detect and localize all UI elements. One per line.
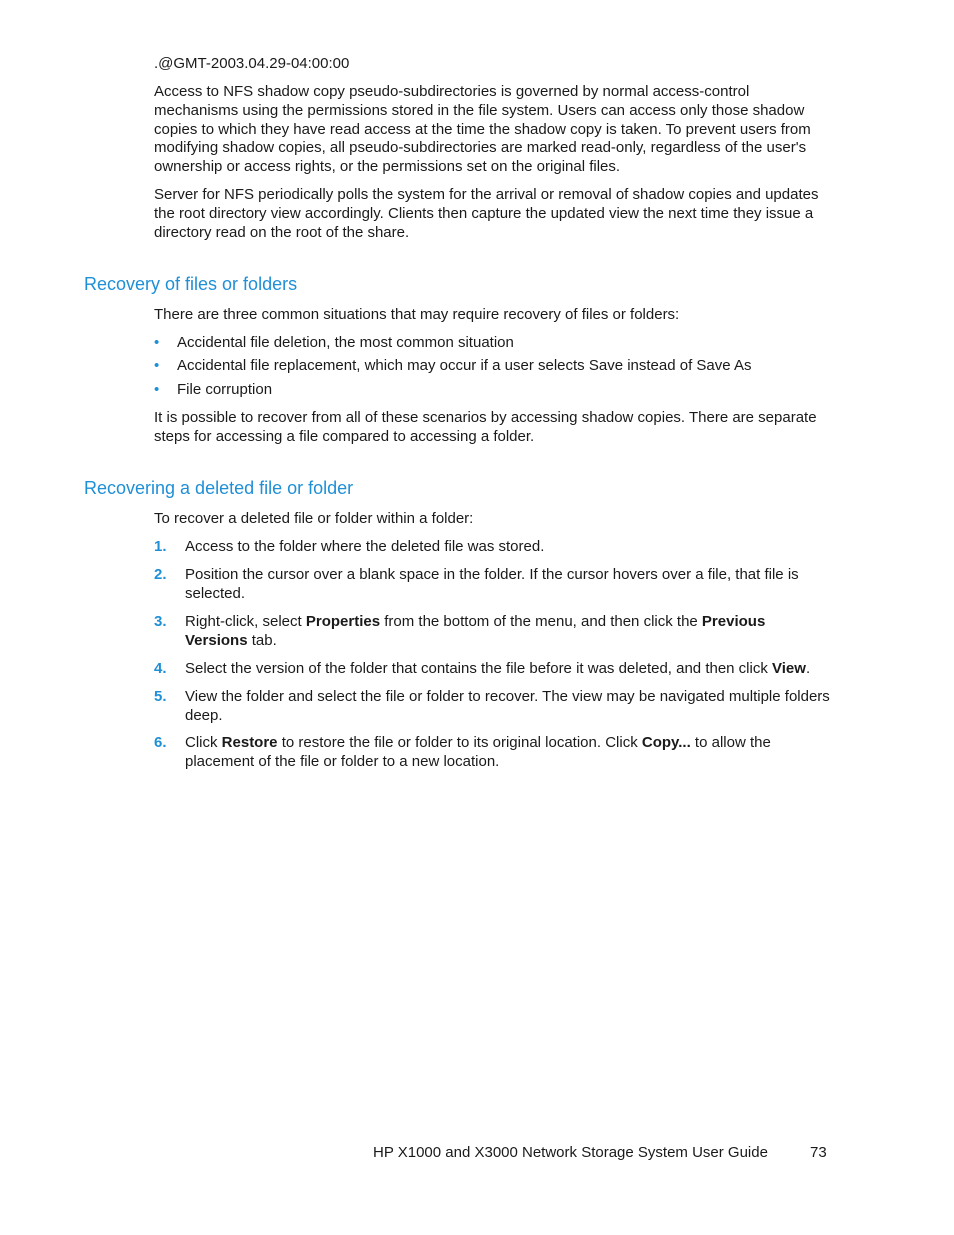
steps-intro: To recover a deleted file or folder within a folder: <box>154 510 474 527</box>
page-number: 73 <box>810 1144 827 1161</box>
step-text: Access to the folder where the deleted file was stored. <box>185 538 545 555</box>
ui-term-restore: Restore <box>221 734 278 751</box>
step-text: Click Restore to restore the file or folder to its original location. Click Copy... to allow the placement of the file or folder to a new location. <box>185 734 771 770</box>
footer-title: HP X1000 and X3000 Network Storage System User Guide <box>373 1144 768 1161</box>
bullet-icon: • <box>154 334 160 351</box>
section-heading-recovery: Recovery of files or folders <box>84 274 298 294</box>
nfs-polling-paragraph: Server for NFS periodically polls the system for the arrival or removal of shadow copies and updates the root directory view accordingly. Clients then capture the updated view the next time they issue a directory read on the root of the share. <box>154 186 819 241</box>
list-item-text: Accidental file replacement, which may occur if a user selects Save instead of Save As <box>177 357 752 374</box>
section-heading-recovering-deleted: Recovering a deleted file or folder <box>84 478 354 498</box>
ui-term-copy: Copy... <box>641 734 691 751</box>
bullet-icon: • <box>154 381 160 398</box>
ui-term-view: View <box>772 660 806 677</box>
ui-term-properties: Properties <box>305 613 381 630</box>
list-item-text: File corruption <box>177 381 273 398</box>
step-number: 4. <box>154 660 167 677</box>
step-number: 5. <box>154 688 167 705</box>
recovery-intro: There are three common situations that may require recovery of files or folders: <box>154 306 680 323</box>
list-item-text: Accidental file deletion, the most common situation <box>177 334 514 351</box>
step-number: 6. <box>154 734 167 751</box>
step-number: 3. <box>154 613 167 630</box>
step-text: Position the cursor over a blank space in the folder. If the cursor hovers over a file, that file is selected. <box>185 566 799 602</box>
shadow-copy-path: .@GMT-2003.04.29-04:00:00 <box>154 55 350 72</box>
step-number: 2. <box>154 566 167 583</box>
step-number: 1. <box>154 538 167 555</box>
step-text: Right-click, select Properties from the bottom of the menu, and then click the Previous Versions tab. <box>185 613 766 649</box>
recovery-closing: It is possible to recover from all of these scenarios by accessing shadow copies. There are separate steps for accessing a file compared to accessing a folder. <box>154 409 817 445</box>
step-text: Select the version of the folder that contains the file before it was deleted, and then click View. <box>185 660 811 677</box>
bullet-icon: • <box>154 357 160 374</box>
step-text: View the folder and select the file or folder to recover. The view may be navigated multiple folders deep. <box>185 688 830 724</box>
ui-term-previous-versions: Previous Versions <box>185 613 766 649</box>
nfs-access-paragraph: Access to NFS shadow copy pseudo-subdirectories is governed by normal access-control mechanisms using the permissions stored in the file system. Users can access only those shadow copies to which they have read access at the time the shadow copy is taken. To prevent users from modifying shadow copies, all pseudo-subdirectories are marked read-only, regardless of the user's ownership or access rights, or the permissions set on the original files. <box>154 83 811 176</box>
